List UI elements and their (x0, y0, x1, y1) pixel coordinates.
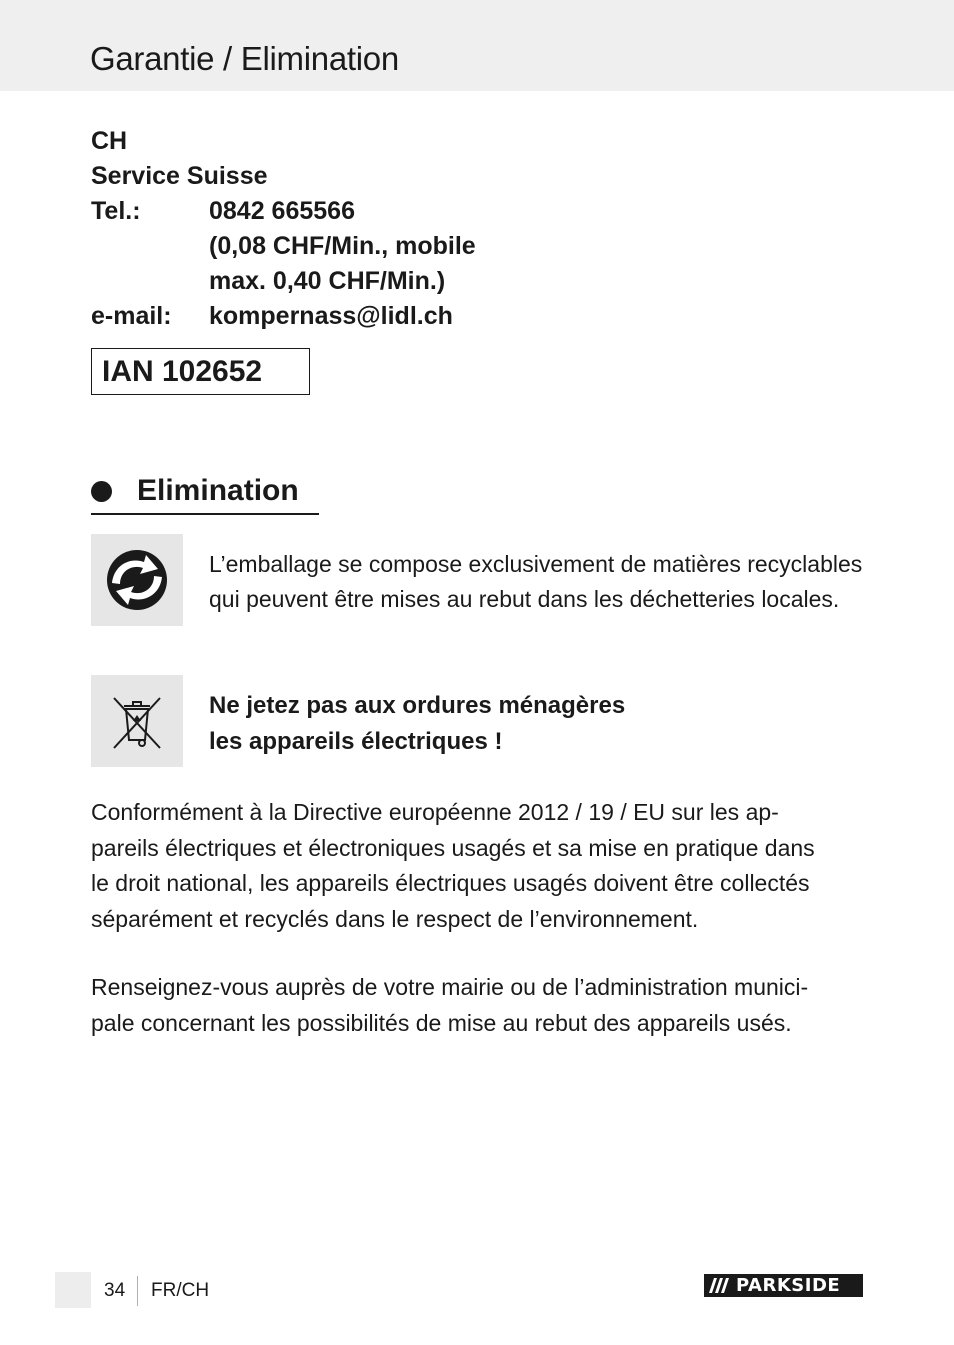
brand-logo (704, 1274, 863, 1297)
section-heading-text: Elimination (137, 474, 299, 507)
section-heading (91, 470, 319, 515)
contact-service: Service Suisse (91, 162, 268, 190)
bullet-dot-icon (91, 481, 112, 502)
email-row (91, 299, 476, 334)
directive-paragraph: Conformément à la Directive européenne 2012 / 19 / EU sur les ap- pareils électriques et électroniques usagés et sa mise en pratique dans le droit national, les appareils électriques usagés doivent être collectés séparément et recyclés dans le respect de l’environnement. (91, 799, 815, 932)
brand-stripes-icon (704, 1274, 734, 1297)
municipality-paragraph: Renseignez-vous auprès de votre mairie ou de l’administration munici- pale concernant les possibilités de mise au rebut des appareils usés. (91, 974, 809, 1036)
phone-rate-row (91, 229, 476, 264)
phone-row (91, 194, 476, 229)
recycle-icon-box (91, 534, 183, 626)
crossed-bin-icon (104, 688, 170, 754)
page-number: 34 (104, 1280, 126, 1301)
footer-tab (55, 1272, 91, 1308)
email-label: e-mail: (91, 302, 172, 330)
contact-country: CH (91, 127, 128, 155)
bin-icon-box (91, 675, 183, 767)
contact-block (91, 124, 476, 334)
phone-label: Tel.: (91, 197, 141, 225)
ian-number: IAN 102652 (102, 354, 263, 388)
phone-rate-max: max. 0,40 CHF/Min.) (209, 267, 446, 295)
recycling-text: L’emballage se compose exclusivement de matières recyclables qui peuvent être mises au rebut dans les déchetteries locales. (209, 551, 863, 612)
email-address: kompernass@lidl.ch (209, 302, 453, 330)
brand-name: PARKSIDE (736, 1275, 841, 1296)
recycle-icon (104, 547, 170, 613)
ian-box (91, 348, 310, 395)
phone-rate-max-row (91, 264, 476, 299)
phone-rate: (0,08 CHF/Min., mobile (209, 232, 476, 260)
page-title: Garantie / Elimination (90, 40, 399, 77)
weee-warning: Ne jetez pas aux ordures ménagères les appareils électriques ! (209, 692, 626, 755)
phone-number: 0842 665566 (209, 197, 355, 225)
locale-label: FR/CH (151, 1280, 210, 1301)
footer-separator (137, 1276, 138, 1306)
